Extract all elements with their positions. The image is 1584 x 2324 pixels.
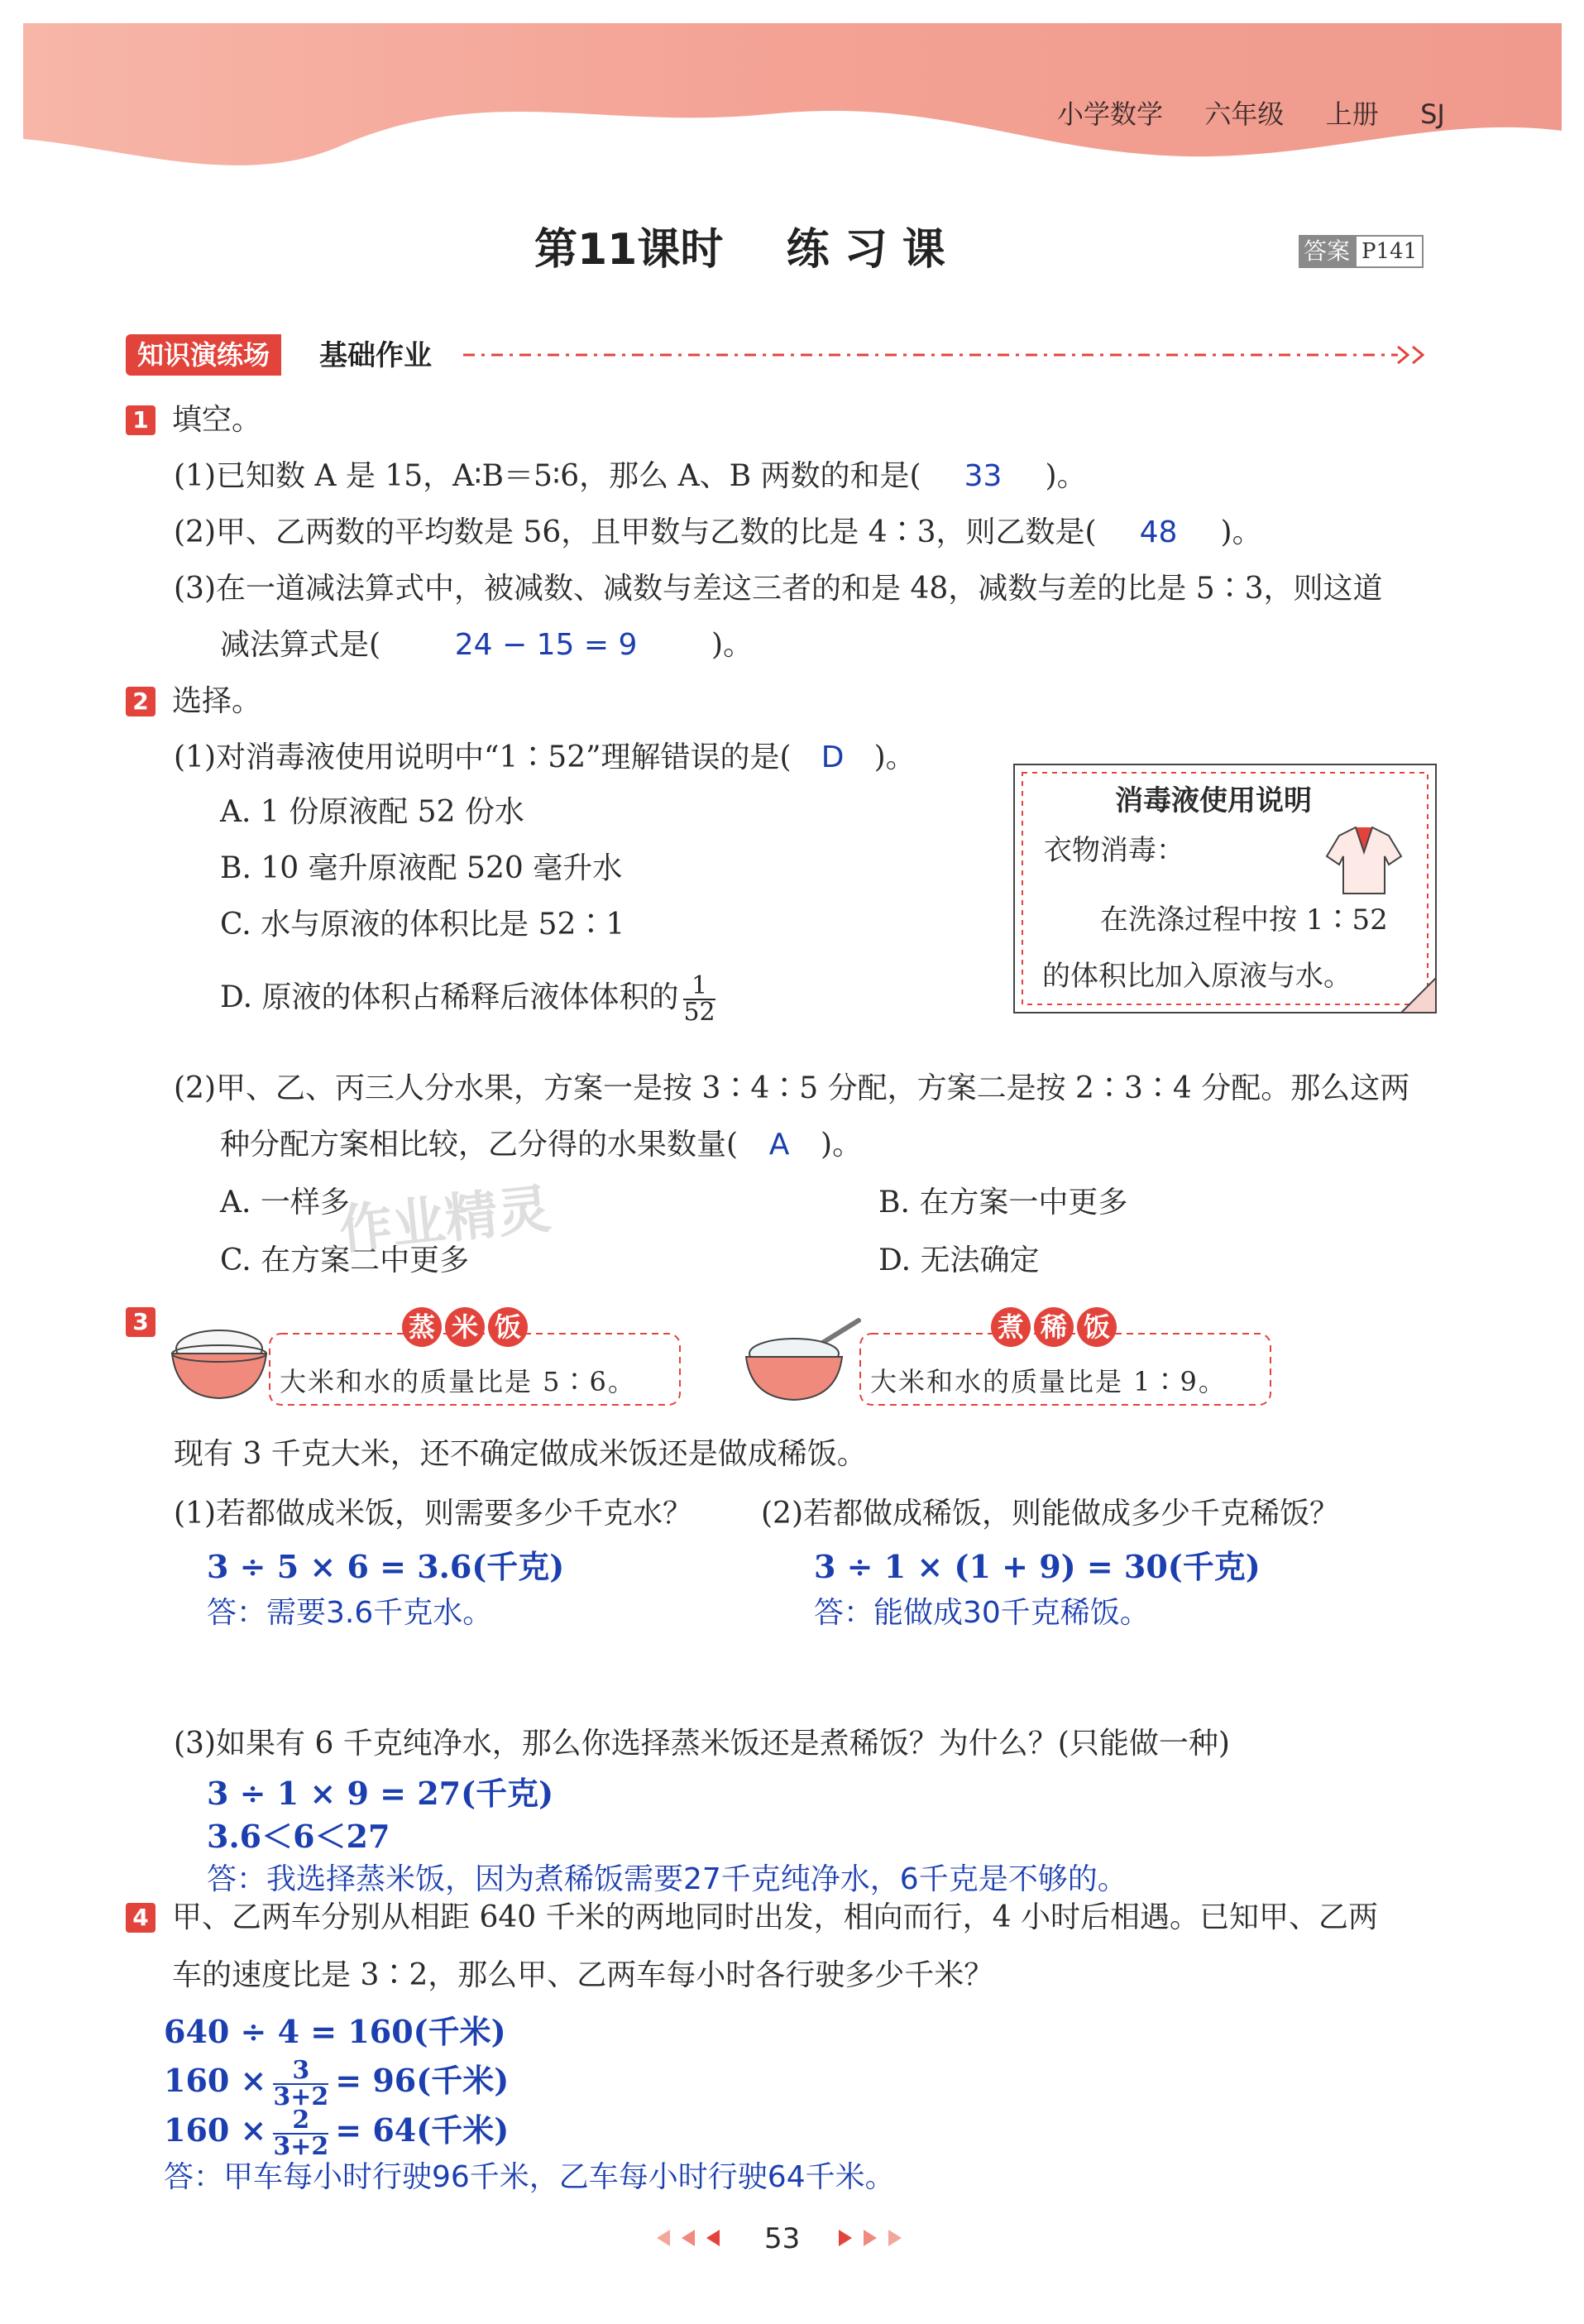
header-subject: 小学数学 (1057, 98, 1164, 130)
q4-calc1: 640 ÷ 4 = 160(千米) (164, 2013, 506, 2050)
q4-line1: 甲、乙两车分别从相距 640 千米的两地同时出发，相向而行，4 小时后相遇。已知甲、乙两 (172, 1900, 1378, 1934)
rice-badge: 蒸 米 饭 (402, 1307, 528, 1347)
rice-bowl-icon (165, 1320, 273, 1403)
page-number: 53 (764, 2222, 801, 2255)
q4-answer: 答：甲车每小时行驶96千米，乙车每小时行驶64千米。 (164, 2160, 895, 2194)
notice-title: 消毒液使用说明 (1115, 784, 1312, 817)
q3-p3-calc2: 3.6＜6＜27 (207, 1818, 390, 1855)
porridge-bowl-icon (736, 1312, 869, 1405)
q1-heading: 填空。 (172, 403, 262, 437)
header-edition: SJ (1420, 98, 1445, 130)
q1-item1: (1)已知数 A 是 15，A∶B＝5∶6，那么 A、B 两数的和是( 33 )。 (174, 459, 1087, 493)
q1-item1-answer: 33 (964, 459, 1003, 493)
answer-label: 答案 (1299, 235, 1355, 268)
q2-p1-option-a: A. 1 份原液配 52 份水 (220, 795, 524, 829)
header-grade: 六年级 (1204, 98, 1285, 130)
q3-p3-calc1: 3 ÷ 1 × 9 = 27(千克) (207, 1775, 554, 1812)
q3-p1-answer: 答：需要3.6千克水。 (207, 1596, 493, 1630)
q3-p2-calc: 3 ÷ 1 × (1 + 9) = 30(千克) (814, 1548, 1261, 1585)
q2-p1: (1)对消毒液使用说明中“1∶52”理解错误的是( D )。 (174, 740, 916, 774)
q3-p2-question: (2)若都做成稀饭，则能做成多少千克稀饭？ (761, 1497, 1339, 1531)
q1-item3-answer: 24 − 15 = 9 (454, 628, 638, 662)
footer-arrows-right (835, 2226, 918, 2250)
q2-frac-num: 1 (683, 974, 715, 1000)
porridge-badge: 煮 稀 饭 (991, 1307, 1117, 1347)
lesson-name: 练 习 课 (786, 225, 945, 275)
notice-line3: 的体积比加入原液与水。 (1042, 960, 1352, 993)
q2-p2-line2: 种分配方案相比较，乙分得的水果数量( A )。 (220, 1128, 863, 1162)
q4-badge: 4 (126, 1903, 156, 1933)
q4-calc3: 160 × $\frac{2}{3+2}$ = 64(千米) (164, 2105, 510, 2161)
q1-badge: 1 (126, 405, 156, 435)
header-volume: 上册 (1325, 98, 1379, 130)
notice-line2: 在洗涤过程中按 1∶52 (1100, 903, 1388, 937)
q2-p1-answer: D (821, 740, 845, 774)
q3-badge: 3 (126, 1307, 156, 1337)
q2-p2-option-c: C. 在方案二中更多 (220, 1243, 470, 1277)
q3-intro: 现有 3 千克大米，还不确定做成米饭还是做成稀饭。 (174, 1437, 867, 1471)
q1-item2: (2)甲、乙两数的平均数是 56，且甲数与乙数的比是 4∶3，则乙数是( 48 )。 (174, 515, 1262, 549)
q2-heading: 选择。 (172, 684, 262, 718)
q3-p3-answer: 答：我选择蒸米饭，因为煮稀饭需要27千克纯净水，6千克是不够的。 (207, 1862, 1127, 1896)
q2-p1-option-d: D. 原液的体积占稀释后液体体积的 $\frac{1}{52}$ (220, 971, 715, 1027)
rice-text: 大米和水的质量比是 5∶6。 (280, 1366, 636, 1397)
q3-p1-calc: 3 ÷ 5 × 6 = 3.6(千克) (207, 1548, 565, 1585)
section-subtitle: 基础作业 (319, 339, 432, 372)
notice-line1: 衣物消毒： (1044, 834, 1184, 867)
q1-item2-answer: 48 (1139, 515, 1178, 549)
q1-item3-cont: 减法算式是( 24 − 15 = 9 )。 (220, 628, 754, 662)
q2-p2-answer: A (768, 1128, 790, 1162)
q1-item3: (3)在一道减法算式中，被减数、减数与差这三者的和是 48，减数与差的比是 5∶3，则这道 (174, 572, 1383, 606)
q2-p2-option-d: D. 无法确定 (878, 1243, 1040, 1277)
q2-p2-line1: (2)甲、乙、丙三人分水果，方案一是按 3∶4∶5 分配，方案二是按 2∶3∶4 分配。那么这两 (174, 1071, 1410, 1105)
porridge-text: 大米和水的质量比是 1∶9。 (870, 1366, 1227, 1397)
shirt-icon (1318, 819, 1409, 902)
lesson-title (534, 223, 945, 276)
answer-page: P141 (1355, 235, 1424, 268)
q3-p1-question: (1)若都做成米饭，则需要多少千克水？ (174, 1497, 692, 1531)
q3-p3-question: (3)如果有 6 千克纯净水，那么你选择蒸米饭还是煮稀饭？为什么？(只能做一种) (174, 1727, 1230, 1761)
lesson-number: 第11课时 (534, 225, 724, 275)
q2-badge: 2 (126, 687, 156, 716)
q2-frac-den: 52 (683, 998, 715, 1027)
watermark: 作业精灵 (336, 1178, 554, 1263)
section-divider (463, 343, 1439, 367)
q4-line2: 车的速度比是 3∶2，那么甲、乙两车每小时各行驶多少千米？ (172, 1958, 994, 1992)
q2-p1-option-c: C. 水与原液的体积比是 52∶1 (220, 908, 625, 942)
footer-arrows-left (653, 2226, 736, 2250)
q2-p2-option-b: B. 在方案一中更多 (878, 1186, 1128, 1220)
q4-calc2: 160 × $\frac{3}{3+2}$ = 96(千米) (164, 2055, 510, 2111)
q2-p1-option-b: B. 10 毫升原液配 520 毫升水 (220, 851, 623, 885)
q2-p2-option-a: A. 一样多 (220, 1186, 350, 1220)
answer-ref (1299, 235, 1424, 268)
section-tag: 知识演练场 (126, 334, 281, 376)
q3-p2-answer: 答：能做成30千克稀饭。 (814, 1596, 1150, 1630)
